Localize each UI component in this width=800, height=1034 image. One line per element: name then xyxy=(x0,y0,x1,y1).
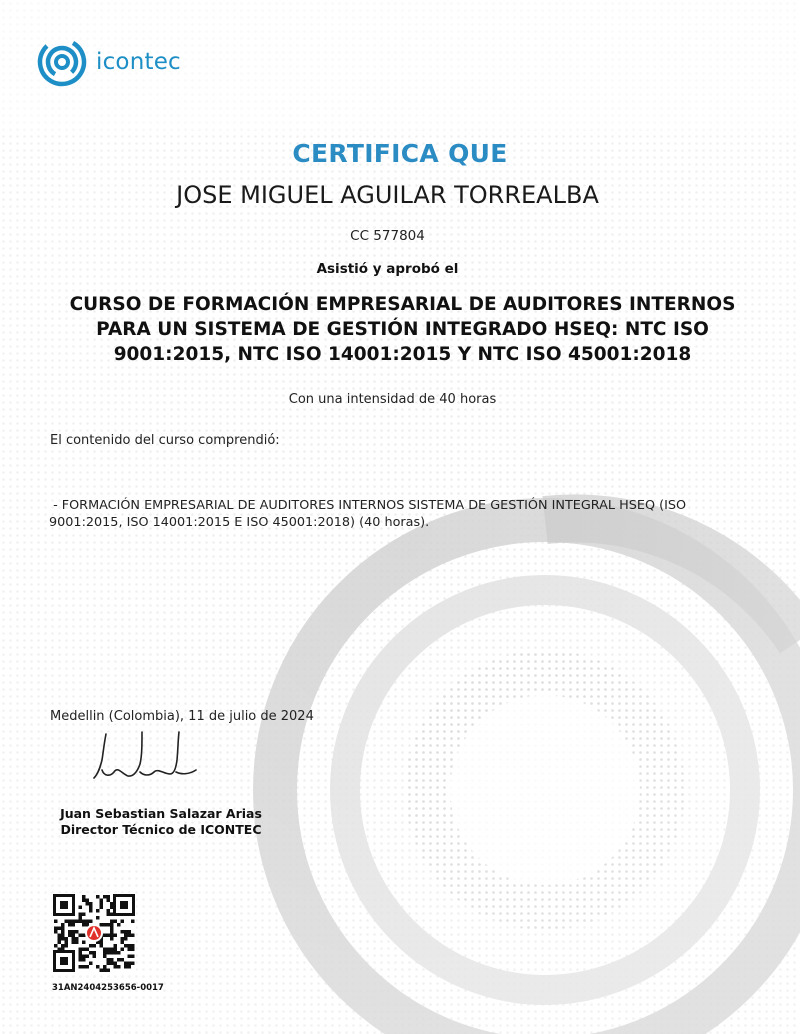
qr-module xyxy=(117,958,121,962)
qr-module xyxy=(103,934,107,938)
qr-module xyxy=(61,944,65,948)
qr-module xyxy=(128,944,132,948)
icontec-logo-icon xyxy=(36,36,88,88)
qr-module xyxy=(131,948,135,952)
qr-module xyxy=(110,920,114,924)
qr-module xyxy=(128,930,132,934)
qr-module xyxy=(61,923,65,927)
qr-module xyxy=(86,965,90,969)
qr-module xyxy=(100,923,104,927)
qr-module xyxy=(107,895,111,899)
qr-module xyxy=(82,899,86,903)
qr-module xyxy=(110,913,114,917)
attended-statement: Asistió y aprobó el xyxy=(316,261,459,277)
qr-module xyxy=(110,930,114,934)
qr-module xyxy=(79,948,83,952)
qr-module xyxy=(72,937,76,941)
qr-module xyxy=(75,930,79,934)
qr-module xyxy=(72,941,76,945)
qr-module xyxy=(82,941,86,945)
qr-module xyxy=(54,944,58,948)
verification-code: 31AN2404253656-0017 xyxy=(52,983,164,993)
qr-module xyxy=(103,923,107,927)
qr-module xyxy=(82,920,86,924)
qr-module xyxy=(124,944,128,948)
qr-module xyxy=(65,937,69,941)
qr-module xyxy=(117,951,121,955)
qr-module xyxy=(128,962,132,966)
qr-module xyxy=(68,930,72,934)
qr-module xyxy=(75,941,79,945)
qr-module xyxy=(89,902,93,906)
certificate-heading: CERTIFICA QUE xyxy=(292,139,508,168)
qr-module xyxy=(103,948,107,952)
qr-module xyxy=(96,916,100,920)
recipient-id: CC 577804 xyxy=(350,228,425,244)
qr-module xyxy=(89,920,93,924)
qr-module xyxy=(75,920,79,924)
qr-module xyxy=(110,923,114,927)
content-label: El contenido del curso comprendió: xyxy=(50,433,280,448)
qr-module xyxy=(107,948,111,952)
qr-module xyxy=(114,948,118,952)
qr-module xyxy=(121,937,125,941)
qr-module xyxy=(93,944,97,948)
qr-module xyxy=(79,958,83,962)
content-item-line: - FORMACIÓN EMPRESARIAL DE AUDITORES INTERNOS SISTEMA DE GESTIÓN INTEGRAL HSEQ (ISO xyxy=(49,498,687,513)
qr-module xyxy=(86,955,90,959)
qr-module xyxy=(93,951,97,955)
qr-module xyxy=(117,965,121,969)
qr-module xyxy=(54,927,58,931)
qr-module xyxy=(79,965,83,969)
qr-module xyxy=(110,958,114,962)
qr-module xyxy=(86,920,90,924)
qr-module xyxy=(107,909,111,913)
qr-module xyxy=(110,927,114,931)
qr-module xyxy=(131,955,135,959)
qr-module xyxy=(79,934,83,938)
qr-module xyxy=(82,934,86,938)
qr-module xyxy=(110,948,114,952)
qr-module xyxy=(82,948,86,952)
qr-module xyxy=(107,962,111,966)
qr-module xyxy=(79,906,83,910)
qr-module xyxy=(82,895,86,899)
qr-module xyxy=(65,944,69,948)
course-title-line: PARA UN SISTEMA DE GESTIÓN INTEGRADO HSEQ: NTC ISO xyxy=(96,319,709,340)
qr-module xyxy=(124,930,128,934)
qr-module xyxy=(124,937,128,941)
qr-module xyxy=(65,920,69,924)
place-and-date: Medellin (Colombia), 11 de julio de 2024 xyxy=(50,709,314,724)
qr-module xyxy=(79,955,83,959)
qr-module xyxy=(96,965,100,969)
qr-module xyxy=(89,962,93,966)
qr-module xyxy=(72,923,76,927)
qr-module xyxy=(61,927,65,931)
qr-module xyxy=(107,913,111,917)
qr-module xyxy=(121,948,125,952)
qr-module xyxy=(124,965,128,969)
handwritten-signature xyxy=(84,730,209,800)
qr-module xyxy=(114,934,118,938)
qr-module xyxy=(86,899,90,903)
qr-module xyxy=(114,965,118,969)
course-title-line: 9001:2015, NTC ISO 14001:2015 Y NTC ISO 45001:2018 xyxy=(113,344,692,365)
qr-module xyxy=(100,906,104,910)
qr-module xyxy=(61,934,65,938)
qr-module xyxy=(100,899,104,903)
signer-name: Juan Sebastian Salazar Arias xyxy=(60,806,262,821)
qr-module xyxy=(68,920,72,924)
qr-module xyxy=(110,906,114,910)
qr-module xyxy=(58,941,62,945)
qr-module xyxy=(131,920,135,924)
qr-module xyxy=(107,958,111,962)
qr-module xyxy=(131,962,135,966)
qr-module xyxy=(89,944,93,948)
course-intensity: Con una intensidad de 40 horas xyxy=(288,392,497,407)
qr-module xyxy=(110,962,114,966)
qr-module xyxy=(68,923,72,927)
qr-module xyxy=(89,906,93,910)
qr-module xyxy=(107,969,111,973)
qr-module xyxy=(82,913,86,917)
qr-module xyxy=(128,955,132,959)
qr-module xyxy=(128,948,132,952)
qr-module xyxy=(96,895,100,899)
qr-module xyxy=(82,965,86,969)
qr-module xyxy=(61,930,65,934)
qr-module xyxy=(103,895,107,899)
qr-module xyxy=(110,902,114,906)
qr-module xyxy=(121,930,125,934)
qr-module xyxy=(110,934,114,938)
qr-module xyxy=(124,934,128,938)
content-item xyxy=(49,497,749,531)
qr-module xyxy=(107,951,111,955)
qr-module xyxy=(107,923,111,927)
qr-module xyxy=(58,927,62,931)
qr-module xyxy=(128,965,132,969)
qr-module xyxy=(61,937,65,941)
qr-module xyxy=(100,944,104,948)
qr-module xyxy=(93,955,97,959)
verification-qr-code[interactable] xyxy=(52,893,136,973)
course-title-line: CURSO DE FORMACIÓN EMPRESARIAL DE AUDITORES INTERNOS xyxy=(69,294,736,315)
qr-module xyxy=(107,934,111,938)
qr-module xyxy=(117,923,121,927)
icontec-logo xyxy=(36,36,181,88)
qr-module xyxy=(114,962,118,966)
qr-module xyxy=(54,930,58,934)
qr-module xyxy=(68,934,72,938)
signer-role: Director Técnico de ICONTEC xyxy=(60,822,262,837)
qr-module xyxy=(131,944,135,948)
icontec-logo-text: icontec xyxy=(96,49,181,75)
qr-module xyxy=(110,951,114,955)
qr-module xyxy=(82,958,86,962)
qr-module xyxy=(100,969,104,973)
qr-module xyxy=(114,951,118,955)
qr-module xyxy=(65,941,69,945)
qr-module xyxy=(82,955,86,959)
qr-module xyxy=(114,944,118,948)
qr-module xyxy=(72,934,76,938)
qr-module xyxy=(79,913,83,917)
recipient-name: JOSE MIGUEL AGUILAR TORREALBA xyxy=(176,181,599,209)
qr-module xyxy=(72,920,76,924)
qr-module xyxy=(100,941,104,945)
qr-module xyxy=(79,951,83,955)
qr-module xyxy=(75,937,79,941)
qr-module xyxy=(121,920,125,924)
qr-module xyxy=(54,920,58,924)
qr-module xyxy=(100,902,104,906)
qr-module xyxy=(103,965,107,969)
qr-module xyxy=(131,934,135,938)
content-item-line: 9001:2015, ISO 14001:2015 E ISO 45001:2018) (40 horas). xyxy=(49,515,430,530)
qr-module xyxy=(58,937,62,941)
qr-module xyxy=(96,909,100,913)
qr-module xyxy=(128,934,132,938)
qr-module xyxy=(107,899,111,903)
qr-module xyxy=(114,920,118,924)
qr-module xyxy=(124,962,128,966)
qr-module xyxy=(103,969,107,973)
qr-module xyxy=(79,916,83,920)
qr-module xyxy=(79,920,83,924)
qr-module xyxy=(86,948,90,952)
qr-module xyxy=(103,955,107,959)
qr-module xyxy=(82,923,86,927)
qr-module xyxy=(121,941,125,945)
qr-module xyxy=(110,937,114,941)
qr-module xyxy=(103,951,107,955)
qr-module xyxy=(89,909,93,913)
qr-module xyxy=(86,902,90,906)
qr-module xyxy=(121,958,125,962)
course-title xyxy=(40,292,765,367)
qr-module xyxy=(58,934,62,938)
qr-module xyxy=(89,951,93,955)
qr-module xyxy=(72,930,76,934)
